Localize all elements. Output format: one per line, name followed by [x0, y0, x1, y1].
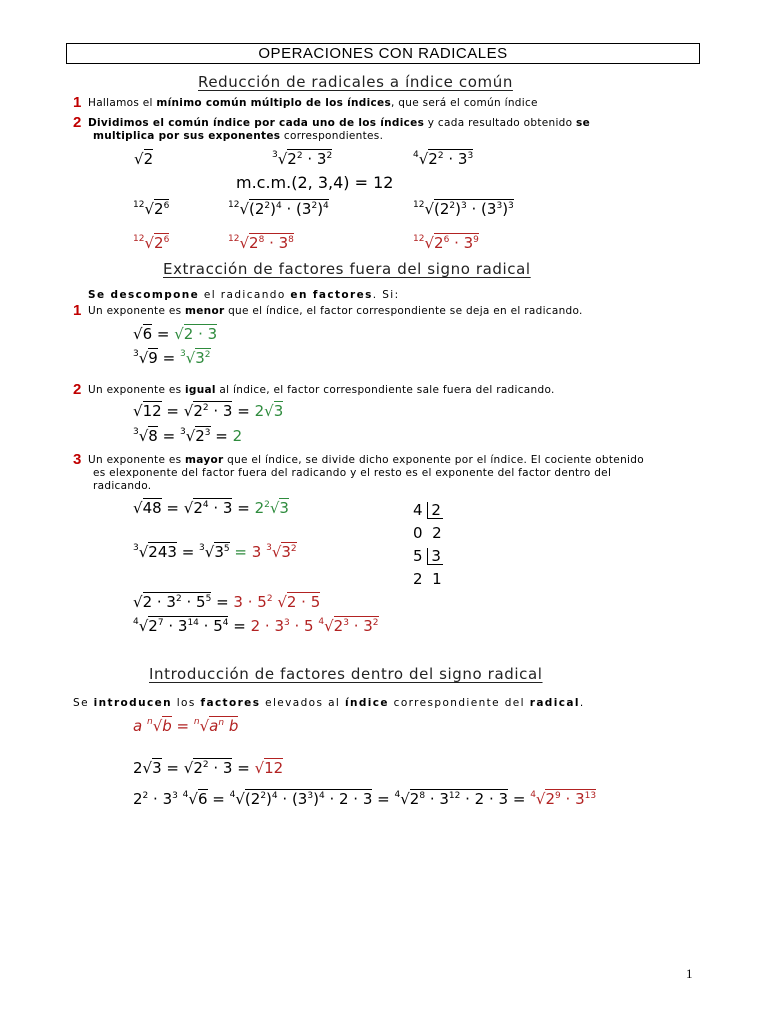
intro-b1: introducen	[93, 697, 172, 709]
section-title-reduccion: Reducción de radicales a índice común	[198, 73, 513, 91]
extraction-intro	[88, 289, 400, 301]
eq-intro-4th: $2^2 \cdot 3^3$ $^4√6 = ^4√(2^2)^4 \cdot (3^3)^4 \cdot 2 \cdot 3 = ^4√2^8 \cdot 3^{12} \cdot 2 \cdot 3 = ^4√2^9 \cdot 3^{13}$	[133, 790, 597, 808]
case-1-text	[88, 305, 583, 317]
case-3-bold: mayor	[185, 454, 224, 466]
radical-4th-4-27: $^4√2^2 \cdot 3^3$	[413, 150, 474, 168]
step-2-bold2: se	[576, 117, 590, 129]
eq-4th-product: $^4√2^7 \cdot 3^{14} \cdot 5^4 = 2 \cdot 3^3 \cdot 5$ $^4√2^3 \cdot 3^2$	[133, 617, 379, 635]
intro-t2: los	[171, 697, 201, 709]
division-table-2	[413, 545, 443, 591]
case-1-bold: menor	[185, 305, 225, 317]
div1-remainder: 0	[413, 524, 423, 542]
intro-t4: correspondiente del	[388, 697, 530, 709]
div2-quotient: 2	[413, 570, 423, 588]
intro-b3: índice	[344, 697, 389, 709]
step-2-mid: y cada resultado obtenido	[424, 117, 577, 129]
radical-12-result-a: $^{12}√2^6$	[133, 234, 170, 252]
case-3-text-line1	[88, 454, 644, 466]
intro-t1: Se	[73, 697, 94, 709]
div1-dividend: 4	[413, 501, 423, 519]
eq-cbrt9: $^3√9 = ^3√3^2$	[133, 349, 211, 367]
intro-b2: factores	[200, 697, 261, 709]
step-number-2: 2	[73, 114, 82, 131]
div1-quotient: 2	[432, 524, 442, 542]
division-table-1	[413, 499, 443, 545]
step-number-1: 1	[73, 94, 82, 111]
intro-b4: radical	[529, 697, 580, 709]
mcm-equation: m.c.m.(2, 3,4) = 12	[236, 173, 394, 192]
step-1-post: , que será el común índice	[391, 97, 538, 109]
extraction-intro-t1: el radicando	[199, 289, 291, 301]
section-title-extraccion: Extracción de factores fuera del signo radical	[163, 260, 531, 278]
case-1-pre: Un exponente es	[88, 305, 186, 317]
eq-sqrt12: $√12 = √2^2 \cdot 3 = 2√3$	[133, 402, 284, 420]
div1-divisor: 2	[427, 502, 443, 519]
case-3-text-line2: es elexponente del factor fuera del radicando y el resto es el exponente del factor dentro del	[93, 467, 612, 479]
case-1-post: que el índice, el factor correspondiente se deja en el radicando.	[224, 305, 583, 317]
section-title-introduccion: Introducción de factores dentro del signo radical	[149, 665, 543, 683]
case-3-line1-post: que el índice, se divide dicho exponente por el índice. El cociente obtenido	[223, 454, 644, 466]
radical-12-result-b: $^{12}√2^8 \cdot 3^8$	[228, 234, 294, 252]
radical-12-row2-c: $^{12}√(2^2)^3 \cdot (3^3)^3$	[413, 200, 514, 218]
step-1-text	[88, 97, 538, 109]
case-number-1: 1	[73, 302, 82, 319]
introduction-text	[73, 697, 585, 709]
case-2-pre: Un exponente es	[88, 384, 186, 396]
div2-divisor: 3	[427, 548, 443, 565]
step-1-pre: Hallamos el	[88, 97, 157, 109]
radical-12-result-c: $^{12}√2^6 \cdot 3^9$	[413, 234, 479, 252]
eq-cbrt243: $^3√243 = ^3√3^5 = 3$ $^3√3^2$	[133, 543, 297, 561]
case-3-pre: Un exponente es	[88, 454, 186, 466]
case-3-text-line3: radicando.	[93, 480, 152, 492]
intro-t3: elevados al	[260, 697, 345, 709]
eq-sqrt-product: $√2 \cdot 3^2 \cdot 5^5 = 3 \cdot 5^2$ √2 · 5	[133, 593, 321, 611]
div2-dividend: 5	[413, 547, 423, 565]
div2-remainder: 1	[432, 570, 442, 588]
case-2-bold: igual	[185, 384, 216, 396]
case-2-post: al índice, el factor correspondiente sale fuera del radicando.	[215, 384, 555, 396]
step-2-bold1: Dividimos el común índice por cada uno de los índices	[88, 117, 425, 129]
radical-sqrt2: √2	[134, 150, 154, 168]
radical-cbrt-4-9: $^3√2^2 \cdot 3^2$	[272, 150, 333, 168]
step-2-text-line2	[93, 130, 383, 142]
formula-introduction: a $^n√b = ^n√a^n$ b	[133, 717, 239, 735]
radical-12-row2-a: $^{12}√2^6$	[133, 200, 170, 218]
eq-sqrt48: $√48 = √2^4 \cdot 3 = 2^2√3$	[133, 499, 289, 517]
case-number-3: 3	[73, 451, 82, 468]
page-number: 1	[686, 966, 693, 981]
radical-12-row2-b: $^{12}√(2^2)^4 \cdot (3^2)^4$	[228, 200, 329, 218]
document-title: OPERACIONES CON RADICALES	[66, 43, 700, 64]
intro-t5: .	[579, 697, 585, 709]
step-2-post: correspondientes.	[280, 130, 384, 142]
extraction-intro-b2: en factores	[290, 289, 373, 301]
step-2-text-line1	[88, 117, 590, 129]
step-1-bold: mínimo común múltiplo de los índices	[156, 97, 391, 109]
extraction-intro-b1: Se descompone	[88, 289, 200, 301]
extraction-intro-t2: . Si:	[372, 289, 400, 301]
step-2-bold3: multiplica por sus exponentes	[93, 130, 281, 142]
case-number-2: 2	[73, 381, 82, 398]
eq-2sqrt3: $2√3 = √2^2 \cdot 3 = √12$	[133, 759, 284, 777]
eq-sqrt6: √6 = √2 · 3	[133, 325, 218, 343]
case-2-text	[88, 384, 555, 396]
eq-cbrt8: $^3√8 = ^3√2^3 = 2$	[133, 427, 243, 445]
